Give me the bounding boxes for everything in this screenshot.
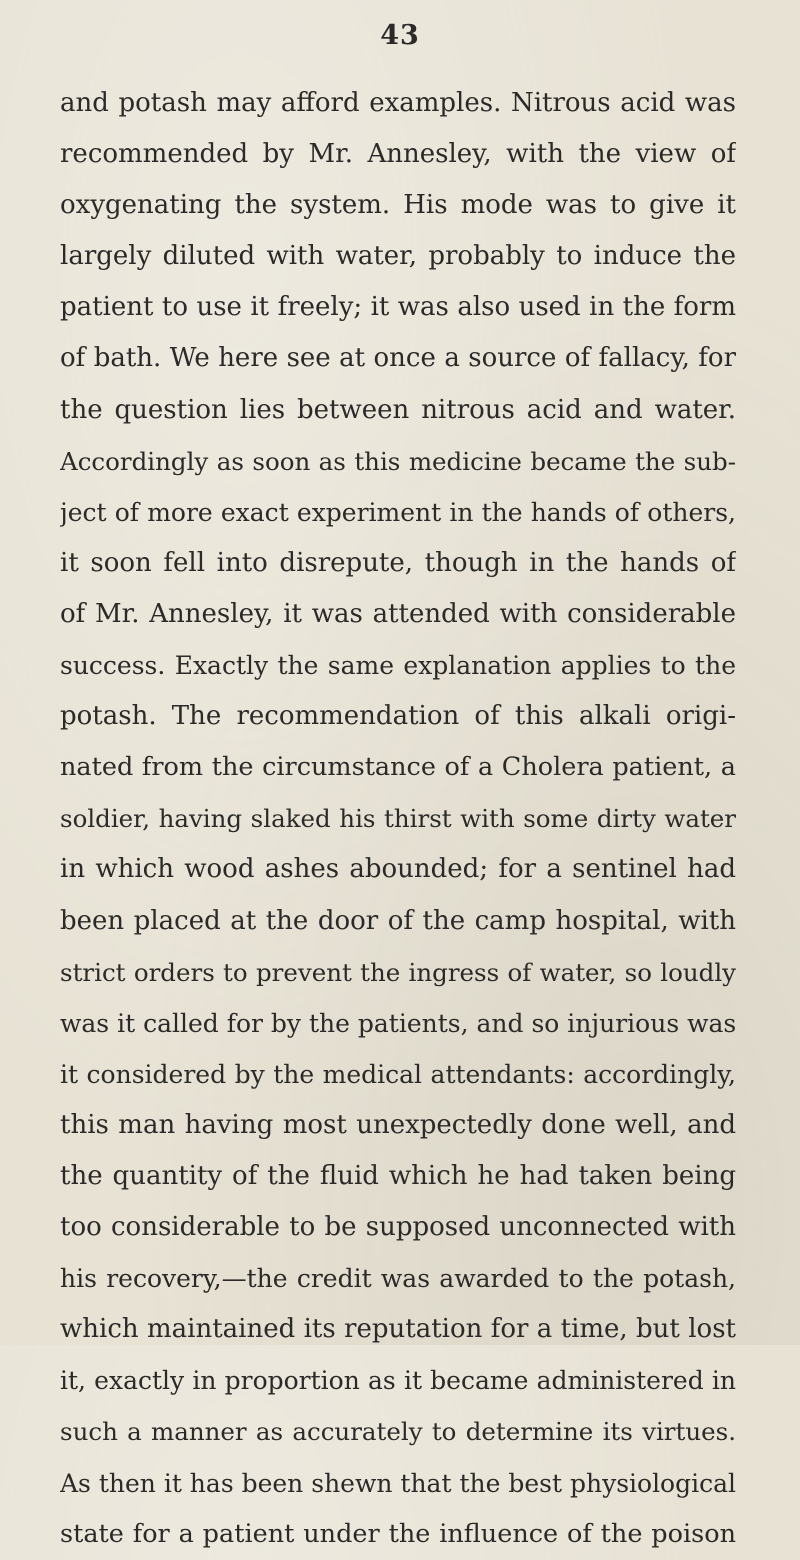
text-line: it considered by the medical attendants: accordingly, [60,1059,736,1089]
text-line: state for a patient under the influence of the poison [60,1518,736,1549]
body-text [60,78,736,1560]
page-number: 43 [380,20,420,51]
text-line: in which wood ashes abounded; for a sentinel had [60,854,736,885]
text-line: was it called for by the patients, and so injurious was [60,1008,736,1038]
text-line: and potash may afford examples. Nitrous acid was [60,88,736,118]
text-line: of Mr. Annesley, it was attended with considerable [60,598,736,629]
text-line: too considerable to be supposed unconnected with [60,1212,736,1243]
text-line: largely diluted with water, probably to induce the [60,241,736,272]
text-line: the quantity of the fluid which he had taken being [60,1160,736,1191]
text-line: As then it has been shewn that the best physiological [60,1468,736,1498]
text-line: oxygenating the system. His mode was to give it [60,190,736,221]
text-line: it, exactly in proportion as it became administered in [60,1366,736,1396]
text-line: recommended by Mr. Annesley, with the view of [60,139,736,170]
text-line: such a manner as accurately to determine its virtues. [60,1417,736,1447]
text-line: his recovery,—the credit was awarded to the potash, [60,1264,736,1294]
text-line: potash. The recommendation of this alkali origi- [60,701,736,732]
text-line: soldier, having slaked his thirst with some dirty water [60,804,736,834]
text-line: Accordingly as soon as this medicine became the sub- [60,446,736,476]
text-line: this man having most unexpectedly done well, and [60,1109,736,1140]
text-line: which maintained its reputation for a time, but lost [60,1314,736,1345]
text-line: been placed at the door of the camp hospital, with [60,905,736,936]
text-line: patient to use it freely; it was also used in the form [60,292,736,323]
text-line: the question lies between nitrous acid and water. [60,394,736,425]
text-line: success. Exactly the same explanation applies to the [60,651,736,681]
text-line: it soon fell into disrepute, though in the hands of [60,547,736,578]
text-line: strict orders to prevent the ingress of water, so loudly [60,957,736,987]
text-line: ject of more exact experiment in the hands of others, [60,497,736,527]
text-line: nated from the circumstance of a Cholera patient, a [60,752,736,783]
text-line: of bath. We here see at once a source of fallacy, for [60,343,736,374]
